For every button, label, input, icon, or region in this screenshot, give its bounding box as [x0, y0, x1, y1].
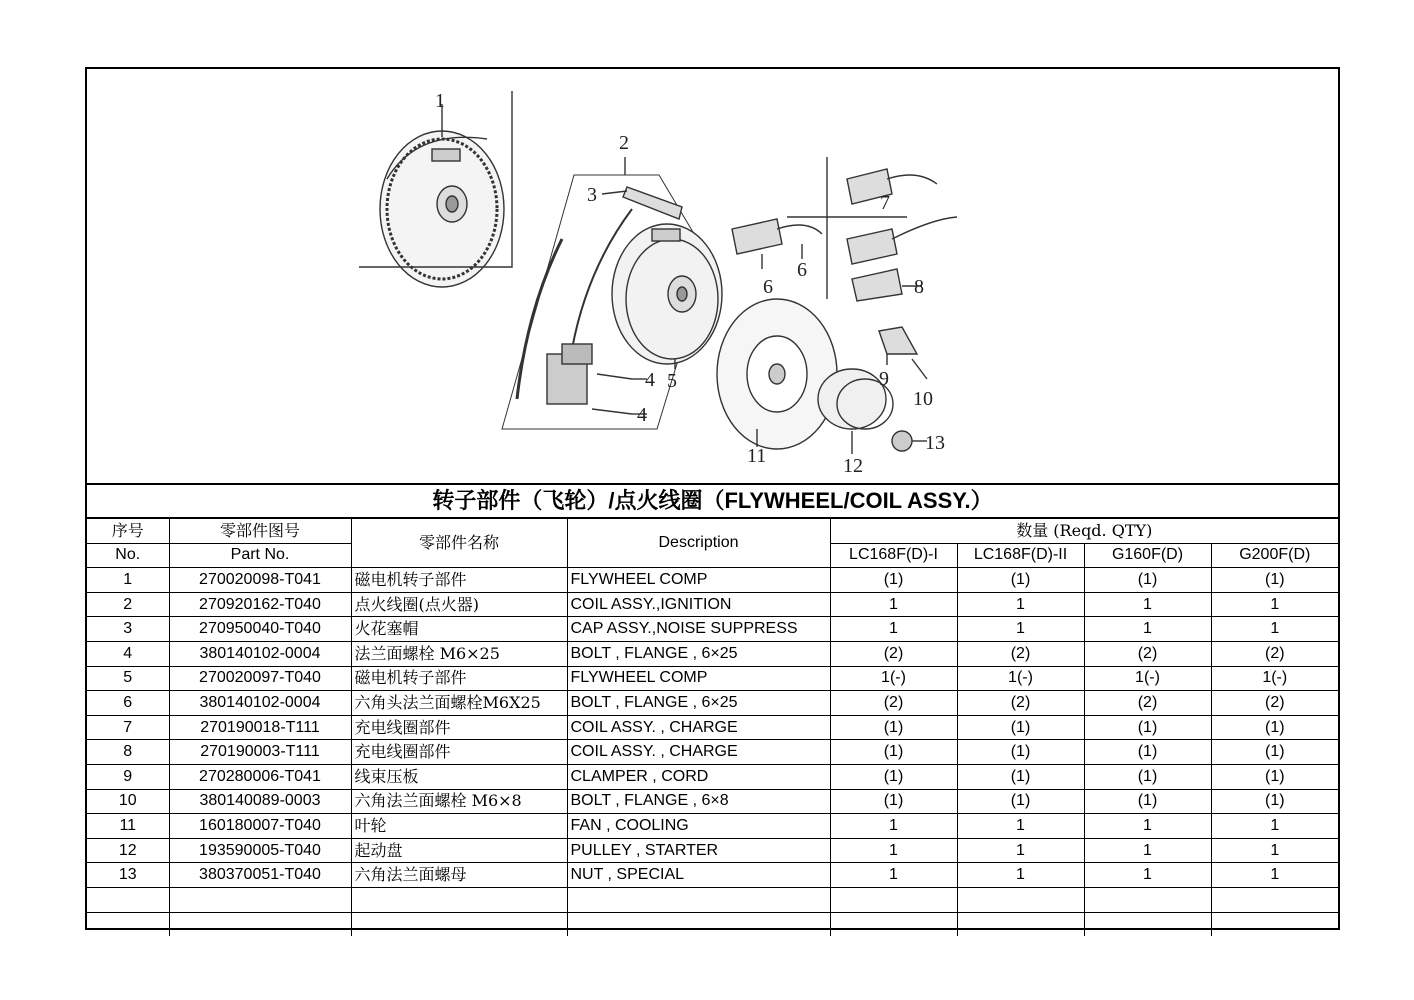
header-model-4: G200F(D) — [1211, 543, 1338, 568]
row-qty-1: 1 — [830, 814, 957, 839]
callout-9: 9 — [879, 368, 889, 390]
empty-cell — [169, 887, 351, 912]
callout-1: 1 — [435, 90, 445, 112]
row-qty-2: (1) — [957, 740, 1084, 765]
row-name-cn: 六角法兰面螺母 — [351, 863, 567, 888]
row-part-no: 270020097-T040 — [169, 666, 351, 691]
header-part-en: Part No. — [169, 543, 351, 568]
row-description: CAP ASSY.,NOISE SUPPRESS — [567, 617, 830, 642]
parts-illustration — [87, 69, 1338, 483]
row-name-cn: 叶轮 — [351, 814, 567, 839]
row-qty-2: 1(-) — [957, 666, 1084, 691]
table-row — [87, 814, 1338, 839]
row-part-no: 270190018-T111 — [169, 715, 351, 740]
row-qty-1: (1) — [830, 715, 957, 740]
row-qty-2: 1 — [957, 814, 1084, 839]
row-part-no: 270190003-T111 — [169, 740, 351, 765]
row-qty-3: (2) — [1084, 691, 1211, 716]
callout-7: 7 — [880, 192, 890, 214]
callout-3: 3 — [587, 184, 597, 206]
row-no: 5 — [87, 666, 169, 691]
row-qty-3: (2) — [1084, 641, 1211, 666]
row-name-cn: 六角法兰面螺栓 M6×8 — [351, 789, 567, 814]
table-row — [87, 863, 1338, 888]
table-row — [87, 641, 1338, 666]
row-qty-4: (1) — [1211, 715, 1338, 740]
row-name-cn: 六角头法兰面螺栓M6X25 — [351, 691, 567, 716]
row-qty-1: (1) — [830, 764, 957, 789]
row-part-no: 380140102-0004 — [169, 691, 351, 716]
table-row — [87, 568, 1338, 593]
row-qty-4: 1(-) — [1211, 666, 1338, 691]
row-name-cn: 磁电机转子部件 — [351, 666, 567, 691]
row-description: FLYWHEEL COMP — [567, 568, 830, 593]
row-qty-2: 1 — [957, 863, 1084, 888]
row-part-no: 380370051-T040 — [169, 863, 351, 888]
empty-cell — [830, 912, 957, 936]
row-qty-3: (1) — [1084, 568, 1211, 593]
row-qty-4: (2) — [1211, 641, 1338, 666]
row-qty-3: 1 — [1084, 863, 1211, 888]
table-row — [87, 715, 1338, 740]
row-description: COIL ASSY. , CHARGE — [567, 715, 830, 740]
row-description: BOLT , FLANGE , 6×25 — [567, 641, 830, 666]
empty-cell — [351, 887, 567, 912]
row-qty-3: (1) — [1084, 789, 1211, 814]
row-qty-1: (1) — [830, 568, 957, 593]
row-no: 6 — [87, 691, 169, 716]
header-description: Description — [567, 519, 830, 568]
row-qty-1: 1 — [830, 592, 957, 617]
empty-cell — [830, 887, 957, 912]
header-qty-group: 数量 (Reqd. QTY) — [830, 519, 1338, 543]
page-title: 转子部件（飞轮）/点火线圈（FLYWHEEL/COIL ASSY.） — [87, 483, 1338, 519]
empty-cell — [351, 912, 567, 936]
row-qty-1: 1 — [830, 617, 957, 642]
row-qty-1: 1(-) — [830, 666, 957, 691]
row-description: PULLEY , STARTER — [567, 838, 830, 863]
empty-row — [87, 912, 1338, 936]
row-name-cn: 充电线圈部件 — [351, 740, 567, 765]
row-description: BOLT , FLANGE , 6×8 — [567, 789, 830, 814]
row-qty-1: (2) — [830, 641, 957, 666]
header-model-2: LC168F(D)-II — [957, 543, 1084, 568]
row-name-cn: 充电线圈部件 — [351, 715, 567, 740]
table-row — [87, 592, 1338, 617]
row-qty-4: 1 — [1211, 863, 1338, 888]
table-row — [87, 764, 1338, 789]
row-part-no: 270020098-T041 — [169, 568, 351, 593]
row-description: FLYWHEEL COMP — [567, 666, 830, 691]
row-no: 13 — [87, 863, 169, 888]
empty-cell — [567, 912, 830, 936]
empty-cell — [87, 887, 169, 912]
row-qty-4: 1 — [1211, 838, 1338, 863]
row-part-no: 270920162-T040 — [169, 592, 351, 617]
parts-table — [87, 519, 1338, 936]
row-no: 1 — [87, 568, 169, 593]
callout-12: 12 — [843, 455, 863, 477]
callout-2: 2 — [619, 132, 629, 154]
empty-row — [87, 887, 1338, 912]
row-part-no: 270950040-T040 — [169, 617, 351, 642]
callout-4b: 4 — [637, 404, 647, 426]
callout-6a: 6 — [797, 259, 807, 281]
row-qty-2: (2) — [957, 641, 1084, 666]
row-qty-3: 1 — [1084, 814, 1211, 839]
empty-cell — [1211, 912, 1338, 936]
row-qty-2: 1 — [957, 838, 1084, 863]
row-part-no: 193590005-T040 — [169, 838, 351, 863]
row-part-no: 270280006-T041 — [169, 764, 351, 789]
empty-cell — [957, 912, 1084, 936]
row-qty-4: (1) — [1211, 764, 1338, 789]
row-no: 2 — [87, 592, 169, 617]
row-description: COIL ASSY.,IGNITION — [567, 592, 830, 617]
empty-cell — [1084, 912, 1211, 936]
header-part-cn: 零部件图号 — [169, 519, 351, 543]
row-description: COIL ASSY. , CHARGE — [567, 740, 830, 765]
row-name-cn: 火花塞帽 — [351, 617, 567, 642]
callout-11: 11 — [747, 445, 767, 467]
callout-10: 10 — [913, 388, 933, 410]
row-qty-4: (1) — [1211, 568, 1338, 593]
row-description: CLAMPER , CORD — [567, 764, 830, 789]
row-qty-3: 1(-) — [1084, 666, 1211, 691]
row-description: BOLT , FLANGE , 6×25 — [567, 691, 830, 716]
row-part-no: 380140089-0003 — [169, 789, 351, 814]
row-qty-1: (2) — [830, 691, 957, 716]
row-qty-2: (1) — [957, 715, 1084, 740]
table-row — [87, 740, 1338, 765]
row-qty-4: (2) — [1211, 691, 1338, 716]
row-qty-4: 1 — [1211, 814, 1338, 839]
row-name-cn: 磁电机转子部件 — [351, 568, 567, 593]
empty-cell — [1211, 887, 1338, 912]
empty-cell — [87, 912, 169, 936]
row-description: FAN , COOLING — [567, 814, 830, 839]
table-row — [87, 691, 1338, 716]
row-qty-1: 1 — [830, 863, 957, 888]
empty-cell — [957, 887, 1084, 912]
callout-13: 13 — [925, 432, 945, 454]
row-qty-2: 1 — [957, 617, 1084, 642]
row-no: 7 — [87, 715, 169, 740]
row-name-cn: 线束压板 — [351, 764, 567, 789]
page-frame — [85, 67, 1340, 930]
row-qty-3: (1) — [1084, 715, 1211, 740]
header-row-1 — [87, 519, 1338, 543]
row-no: 8 — [87, 740, 169, 765]
table-row — [87, 666, 1338, 691]
empty-cell — [169, 912, 351, 936]
callout-8: 8 — [914, 276, 924, 298]
flywheel-1-drawing — [380, 131, 504, 287]
row-qty-4: (1) — [1211, 789, 1338, 814]
empty-cell — [567, 887, 830, 912]
row-qty-2: (1) — [957, 764, 1084, 789]
row-description: NUT , SPECIAL — [567, 863, 830, 888]
table-row — [87, 789, 1338, 814]
empty-cell — [1084, 887, 1211, 912]
row-qty-3: (1) — [1084, 740, 1211, 765]
row-qty-1: (1) — [830, 740, 957, 765]
row-qty-4: 1 — [1211, 592, 1338, 617]
exploded-diagram — [87, 69, 1338, 483]
row-no: 11 — [87, 814, 169, 839]
table-row — [87, 617, 1338, 642]
row-qty-4: (1) — [1211, 740, 1338, 765]
header-model-3: G160F(D) — [1084, 543, 1211, 568]
callout-6b: 6 — [763, 276, 773, 298]
row-qty-2: (2) — [957, 691, 1084, 716]
row-qty-2: (1) — [957, 789, 1084, 814]
row-qty-3: (1) — [1084, 764, 1211, 789]
row-part-no: 380140102-0004 — [169, 641, 351, 666]
cooling-fan-11-drawing — [717, 299, 837, 449]
row-no: 12 — [87, 838, 169, 863]
row-no: 4 — [87, 641, 169, 666]
row-name-cn: 点火线圈(点火器) — [351, 592, 567, 617]
header-no-en: No. — [87, 543, 169, 568]
row-no: 9 — [87, 764, 169, 789]
row-name-cn: 法兰面螺栓 M6×25 — [351, 641, 567, 666]
row-no: 10 — [87, 789, 169, 814]
table-row — [87, 838, 1338, 863]
row-no: 3 — [87, 617, 169, 642]
header-no-cn: 序号 — [87, 519, 169, 543]
flywheel-5-drawing — [612, 224, 722, 364]
header-model-1: LC168F(D)-I — [830, 543, 957, 568]
row-qty-1: (1) — [830, 789, 957, 814]
row-part-no: 160180007-T040 — [169, 814, 351, 839]
row-qty-4: 1 — [1211, 617, 1338, 642]
row-qty-3: 1 — [1084, 838, 1211, 863]
callout-4a: 4 — [645, 369, 655, 391]
row-qty-2: 1 — [957, 592, 1084, 617]
row-qty-3: 1 — [1084, 592, 1211, 617]
row-name-cn: 起动盘 — [351, 838, 567, 863]
header-name-cn: 零部件名称 — [351, 519, 567, 568]
row-qty-1: 1 — [830, 838, 957, 863]
callout-5: 5 — [667, 370, 677, 392]
row-qty-2: (1) — [957, 568, 1084, 593]
row-qty-3: 1 — [1084, 617, 1211, 642]
